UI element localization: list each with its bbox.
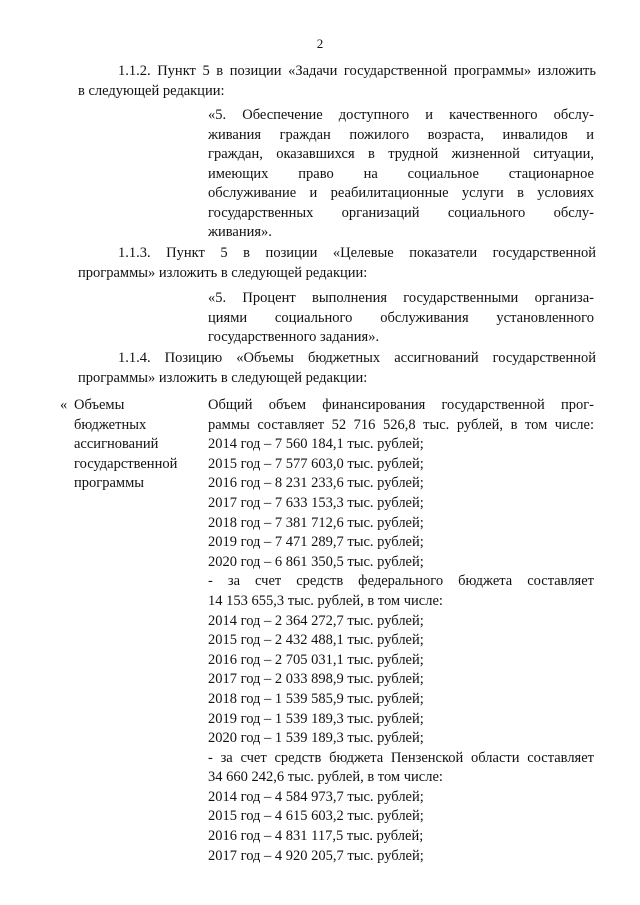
quote-line: государственных организаций социального обслу-: [208, 204, 594, 221]
value-line: 2018 год – 1 539 585,9 тыс. рублей;: [208, 690, 424, 707]
label-line: бюджетных: [74, 416, 147, 433]
value-line: - за счет средств бюджета Пензенской области составляет: [208, 749, 594, 766]
value-line: 14 153 655,3 тыс. рублей, в том числе:: [208, 592, 443, 609]
value-line: 2019 год – 1 539 189,3 тыс. рублей;: [208, 710, 424, 727]
value-line: 2015 год – 4 615 603,2 тыс. рублей;: [208, 808, 424, 825]
value-line: 2017 год – 7 633 153,3 тыс. рублей;: [208, 494, 424, 511]
value-line: 2019 год – 7 471 289,7 тыс. рублей;: [208, 534, 424, 551]
quote-line: «5. Обеспечение доступного и качественного обслу-: [208, 107, 594, 123]
value-line: 2014 год – 4 584 973,7 тыс. рублей;: [208, 788, 424, 805]
value-line: 2020 год – 1 539 189,3 тыс. рублей;: [208, 730, 424, 747]
value-line: Общий объем финансирования государственной прог-: [208, 397, 594, 413]
quote-task-5: [208, 106, 594, 243]
page-number: 2: [316, 36, 324, 51]
paragraph-line: 1.1.4. Позицию «Объемы бюджетных ассигнований государственной: [118, 350, 596, 366]
value-line: 2018 год – 7 381 712,6 тыс. рублей;: [208, 514, 424, 531]
paragraph-line: программы» изложить в следующей редакции:: [78, 264, 368, 281]
open-quote: «: [60, 397, 68, 413]
quote-line: обслуживание и реабилитационные услуги в условиях: [208, 185, 594, 201]
value-line: 2020 год – 6 861 350,5 тыс. рублей;: [208, 553, 424, 570]
value-line: раммы составляет 52 716 526,8 тыс. рублей, в том числе:: [208, 416, 594, 433]
value-line: 2016 год – 2 705 031,1 тыс. рублей;: [208, 651, 424, 668]
label-line: ассигнований: [74, 436, 159, 453]
quote-line: живания граждан пожилого возраста, инвалидов и: [208, 126, 594, 143]
quote-indicator-5: [208, 289, 594, 348]
value-line: 2016 год – 4 831 117,5 тыс. рублей;: [208, 828, 424, 845]
paragraph-1-1-3: [78, 244, 596, 283]
value-line: 2015 год – 2 432 488,1 тыс. рублей;: [208, 632, 424, 649]
quote-line: циями социального обслуживания установленного: [208, 309, 594, 326]
paragraph-line: в следующей редакции:: [78, 82, 225, 99]
paragraph-1-1-2: [78, 62, 596, 101]
budget-table-label: [74, 396, 204, 494]
quote-line: живания».: [208, 224, 272, 240]
paragraph-line: 1.1.2. Пункт 5 в позиции «Задачи государственной программы» изложить: [118, 63, 596, 79]
paragraph-line: программы» изложить в следующей редакции:: [78, 369, 368, 386]
paragraph-line: 1.1.3. Пункт 5 в позиции «Целевые показатели государственной: [118, 245, 596, 261]
value-line: 2017 год – 2 033 898,9 тыс. рублей;: [208, 671, 424, 688]
quote-line: «5. Процент выполнения государственными организа-: [208, 290, 594, 306]
value-line: 34 660 242,6 тыс. рублей, в том числе:: [208, 769, 443, 786]
value-line: 2014 год – 2 364 272,7 тыс. рублей;: [208, 612, 424, 629]
quote-line: имеющих право на социальное стационарное: [208, 165, 594, 182]
paragraph-1-1-4: [78, 349, 596, 388]
value-line: 2017 год – 4 920 205,7 тыс. рублей;: [208, 847, 424, 864]
label-line: государственной: [74, 455, 178, 472]
value-line: 2014 год – 7 560 184,1 тыс. рублей;: [208, 436, 424, 453]
label-line: Объемы: [74, 397, 125, 413]
value-line: 2016 год – 8 231 233,6 тыс. рублей;: [208, 475, 424, 492]
value-line: 2015 год – 7 577 603,0 тыс. рублей;: [208, 455, 424, 472]
quote-line: государственного задания».: [208, 329, 380, 345]
quote-line: граждан, оказавшихся в трудной жизненной ситуации,: [208, 146, 594, 162]
budget-table-value-cell: [208, 396, 594, 866]
label-line: программы: [74, 475, 144, 492]
value-line: - за счет средств федерального бюджета составляет: [208, 573, 594, 590]
